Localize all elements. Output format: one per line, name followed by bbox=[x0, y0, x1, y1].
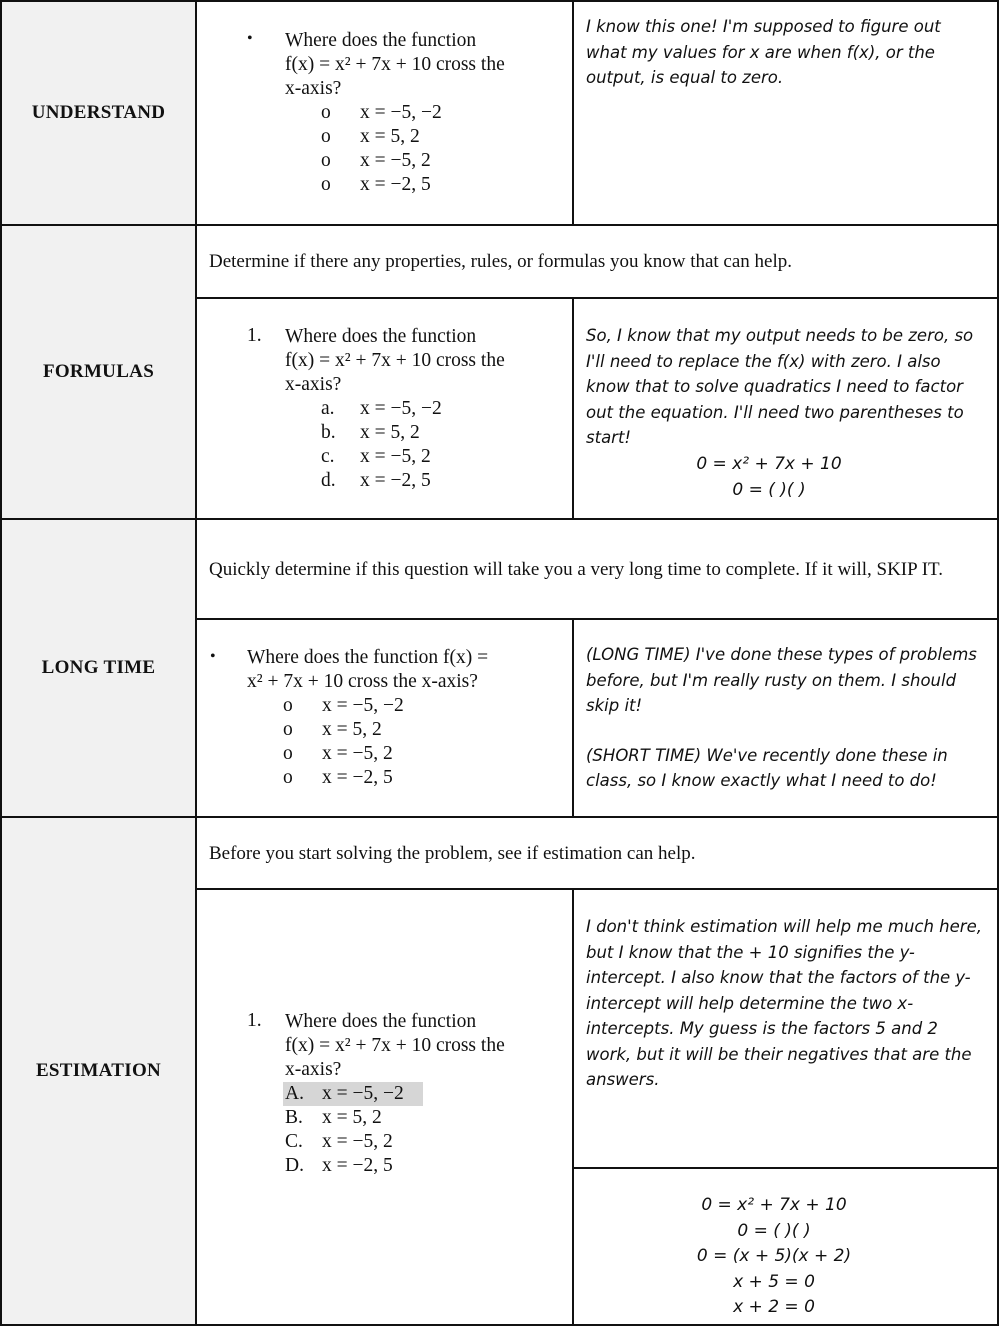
long-time-instruction-text: Quickly determine if this question will take you a very long time to complete. If it will, SKIP IT. bbox=[209, 558, 943, 580]
understand-question bbox=[285, 29, 570, 197]
option-text: x = −2, 5 bbox=[322, 1155, 393, 1176]
option-marker: c. bbox=[321, 446, 335, 467]
answer-option bbox=[285, 173, 570, 197]
option-text: x = −5, 2 bbox=[360, 150, 431, 171]
formulas-note: So, I know that my output needs to be zero, so I'll need to replace the f(x) with zero. I also know that to solve quadratics I need to factor out the equation. I'll need two parentheses to start! bbox=[586, 326, 974, 447]
estimation-question bbox=[285, 1010, 570, 1178]
answer-options bbox=[285, 101, 570, 197]
answer-options bbox=[247, 694, 567, 790]
understand-note-cell bbox=[572, 0, 999, 226]
estimation-note: I don't think estimation will help me much here, but I know that the + 10 signifies the y-intercept. I also know that the factors of the y-intercept will help determine the two x-intercepts. My guess is the factors 5 and 2 work, but it will be their negatives that are the answers. bbox=[586, 917, 982, 1089]
question-stem-line: x² + 7x + 10 cross the x-axis? bbox=[247, 671, 478, 692]
answer-options bbox=[285, 1082, 570, 1178]
answer-option bbox=[285, 125, 570, 149]
option-text: x = 5, 2 bbox=[322, 719, 382, 740]
answer-option bbox=[285, 1154, 570, 1178]
answer-option bbox=[247, 742, 567, 766]
work-line: x + 2 = 0 bbox=[733, 1297, 815, 1317]
option-text: x = −5, −2 bbox=[360, 398, 442, 419]
understand-bullet: • bbox=[247, 30, 253, 47]
question-stem-line: Where does the function f(x) = bbox=[247, 647, 489, 668]
answer-options bbox=[285, 397, 570, 493]
option-text: x = 5, 2 bbox=[322, 1107, 382, 1128]
estimation-work bbox=[654, 1193, 894, 1321]
answer-option bbox=[285, 397, 570, 421]
estimation-instruction-text: Before you start solving the problem, see if estimation can help. bbox=[209, 842, 696, 864]
answer-option bbox=[285, 445, 570, 469]
question-stem-line: Where does the function bbox=[285, 1011, 477, 1032]
formulas-question-cell bbox=[195, 297, 574, 520]
option-text: x = −2, 5 bbox=[360, 174, 431, 195]
question-number: 1. bbox=[247, 325, 262, 346]
long-time-bullet: • bbox=[210, 648, 216, 665]
understand-label: UNDERSTAND bbox=[31, 102, 166, 123]
estimation-question-cell bbox=[195, 888, 574, 1326]
answer-option bbox=[285, 469, 570, 493]
option-marker: o bbox=[321, 102, 331, 123]
option-marker: A. bbox=[285, 1083, 304, 1104]
question-stem-line: x-axis? bbox=[285, 1059, 342, 1080]
long-time-instruction bbox=[195, 518, 999, 620]
option-text: x = −5, −2 bbox=[322, 1083, 404, 1104]
option-marker: o bbox=[283, 719, 293, 740]
long-time-question bbox=[247, 646, 567, 790]
long-time-note-cell bbox=[572, 618, 999, 818]
question-stem-line: Where does the function bbox=[285, 326, 477, 347]
work-line: 0 = x² + 7x + 10 bbox=[701, 1195, 847, 1215]
question-stem-line: f(x) = x² + 7x + 10 cross the bbox=[285, 54, 505, 75]
formulas-instruction bbox=[195, 224, 999, 299]
estimation-note-cell bbox=[572, 888, 999, 1169]
answer-option bbox=[247, 694, 567, 718]
question-stem-line: x-axis? bbox=[285, 78, 342, 99]
long-time-note-short: (SHORT TIME) We've recently done these in class, so I know exactly what I need to do! bbox=[586, 745, 948, 790]
answer-option bbox=[285, 101, 570, 125]
option-marker: b. bbox=[321, 422, 336, 443]
formulas-equation: 0 = ( )( ) bbox=[732, 480, 806, 500]
long-time-note-long: (LONG TIME) I've done these types of problems before, but I'm really rusty on them. I should skip it! bbox=[586, 645, 977, 715]
row-label-understand bbox=[0, 0, 197, 226]
row-label-estimation bbox=[0, 816, 197, 1326]
option-marker: B. bbox=[285, 1107, 303, 1128]
option-marker: o bbox=[321, 126, 331, 147]
work-line: 0 = ( )( ) bbox=[737, 1220, 811, 1241]
answer-option-selected bbox=[285, 1082, 570, 1106]
option-text: x = −5, 2 bbox=[360, 446, 431, 467]
formulas-label: FORMULAS bbox=[42, 361, 155, 382]
option-text: x = −5, 2 bbox=[322, 1131, 393, 1152]
estimation-work-cell bbox=[572, 1167, 999, 1326]
estimation-label: ESTIMATION bbox=[35, 1060, 162, 1081]
row-label-formulas bbox=[0, 224, 197, 520]
understand-note: I know this one! I'm supposed to figure out what my values for x are when f(x), or the output, is equal to zero. bbox=[586, 17, 941, 87]
answer-option bbox=[247, 766, 567, 790]
answer-option bbox=[285, 1130, 570, 1154]
work-line: x + 5 = 0 bbox=[733, 1271, 815, 1292]
formulas-question bbox=[285, 325, 570, 493]
estimation-instruction bbox=[195, 816, 999, 890]
question-stem-line: Where does the function bbox=[285, 30, 477, 51]
question-stem-line: x-axis? bbox=[285, 374, 342, 395]
formulas-equation: 0 = x² + 7x + 10 bbox=[696, 454, 842, 474]
formulas-note-cell bbox=[572, 297, 999, 520]
question-stem-line: f(x) = x² + 7x + 10 cross the bbox=[285, 1035, 505, 1056]
option-text: x = −5, −2 bbox=[322, 695, 404, 716]
understand-question-cell bbox=[195, 0, 574, 226]
option-marker: d. bbox=[321, 470, 336, 491]
option-marker: o bbox=[321, 174, 331, 195]
row-label-long-time bbox=[0, 518, 197, 818]
question-stem-line: f(x) = x² + 7x + 10 cross the bbox=[285, 350, 505, 371]
answer-option bbox=[285, 149, 570, 173]
option-text: x = −5, 2 bbox=[322, 743, 393, 764]
option-text: x = −5, −2 bbox=[360, 102, 442, 123]
option-marker: o bbox=[283, 743, 293, 764]
option-text: x = 5, 2 bbox=[360, 422, 420, 443]
question-number: 1. bbox=[247, 1010, 262, 1031]
option-marker: a. bbox=[321, 398, 335, 419]
work-line: 0 = (x + 5)(x + 2) bbox=[696, 1246, 852, 1266]
option-marker: C. bbox=[285, 1131, 303, 1152]
option-marker: o bbox=[283, 695, 293, 716]
option-text: x = −2, 5 bbox=[360, 470, 431, 491]
answer-option bbox=[285, 421, 570, 445]
answer-option bbox=[285, 1106, 570, 1130]
option-text: x = 5, 2 bbox=[360, 126, 420, 147]
option-marker: o bbox=[283, 767, 293, 788]
long-time-label: LONG TIME bbox=[41, 657, 156, 678]
option-marker: D. bbox=[285, 1155, 304, 1176]
long-time-question-cell bbox=[195, 618, 574, 818]
answer-option bbox=[247, 718, 567, 742]
option-marker: o bbox=[321, 150, 331, 171]
formulas-instruction-text: Determine if there any properties, rules, or formulas you know that can help. bbox=[209, 251, 793, 272]
option-text: x = −2, 5 bbox=[322, 767, 393, 788]
